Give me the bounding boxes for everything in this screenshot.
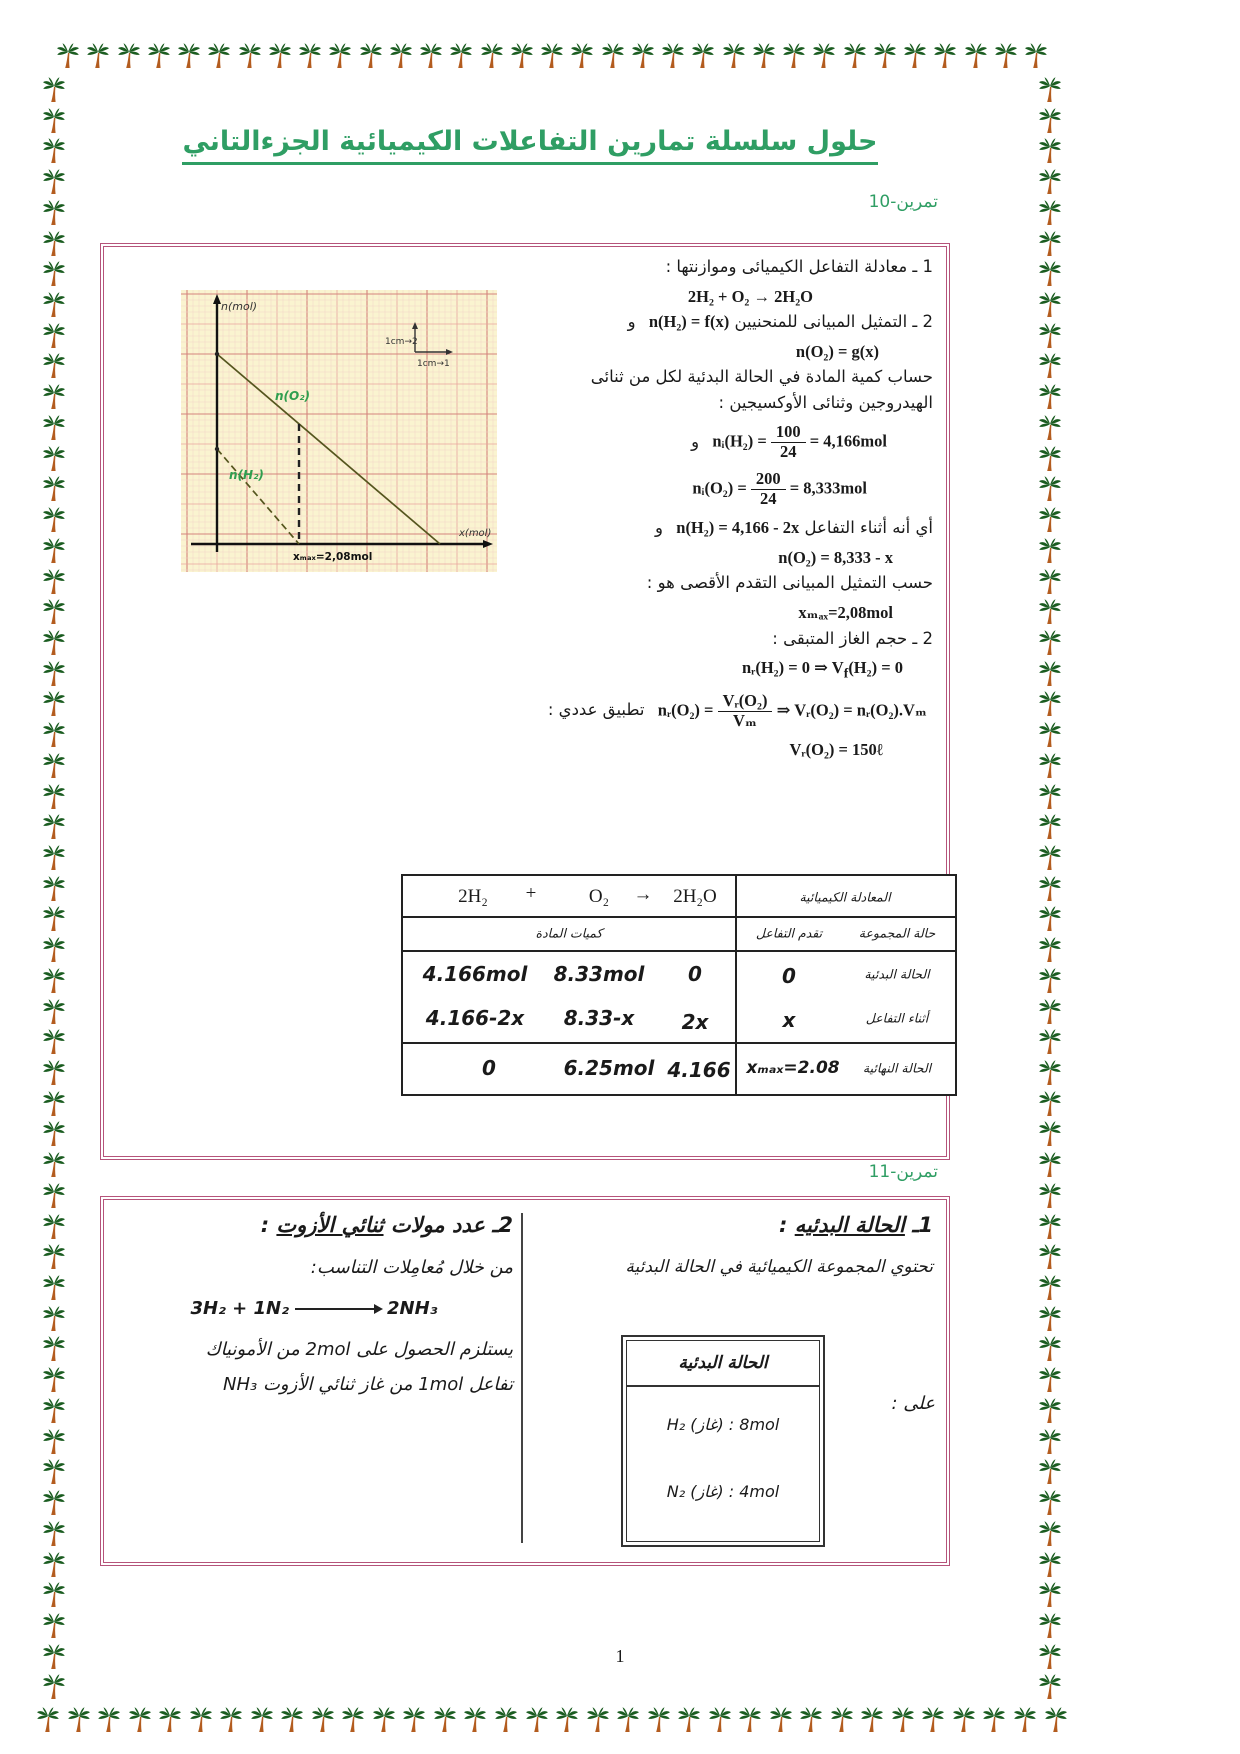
xmax-value: xₘₐₓ=2,08mol	[798, 602, 893, 622]
palm-tree-icon	[268, 42, 292, 70]
palm-tree-icon	[1038, 875, 1062, 903]
palm-tree-icon	[510, 42, 534, 70]
palm-tree-icon	[691, 42, 715, 70]
palm-tree-icon	[1038, 629, 1062, 657]
palm-tree-icon	[891, 1706, 915, 1734]
palm-tree-icon	[42, 1520, 66, 1548]
palm-tree-icon	[147, 42, 171, 70]
palm-tree-icon	[1038, 967, 1062, 995]
palm-tree-icon	[42, 1458, 66, 1486]
palm-tree-icon	[1038, 1551, 1062, 1579]
palm-tree-icon	[42, 230, 66, 258]
palm-tree-icon	[372, 1706, 396, 1734]
initial-state-table	[621, 1335, 825, 1547]
n2-amount-row: N₂ (غاز) : 4mol	[666, 1482, 780, 1501]
palm-tree-icon	[42, 445, 66, 473]
palm-tree-icon	[1038, 598, 1062, 626]
palm-tree-icon	[42, 168, 66, 196]
o2-curve-label: n(O₂)	[275, 389, 310, 403]
palm-tree-icon	[42, 936, 66, 964]
palm-tree-icon	[117, 42, 141, 70]
initial-state-section	[531, 1213, 933, 1277]
section-heading: 2ـ عدد مولات ثنائي الأزوت :	[260, 1213, 513, 1237]
palm-tree-icon	[1038, 1213, 1062, 1241]
cell-progress: xₘₐₓ=2.08	[746, 1058, 840, 1078]
equation-column-header: المعادلة الكيميائية	[799, 889, 891, 905]
palm-tree-icon	[128, 1706, 152, 1734]
palm-tree-icon	[1038, 1581, 1062, 1609]
palm-tree-icon	[42, 322, 66, 350]
graph-paper-background	[181, 290, 497, 572]
palm-tree-icon	[97, 1706, 121, 1734]
palm-tree-icon	[752, 42, 776, 70]
palm-tree-icon	[1038, 506, 1062, 534]
table-group-divider	[735, 876, 737, 1094]
y-axis-label: n(mol)	[221, 300, 258, 313]
palm-tree-icon	[42, 1673, 66, 1701]
cell-n-h2: 4.166mol	[422, 962, 528, 986]
nitrogen-moles-section	[115, 1213, 513, 1395]
solution-line: حسب التمثيل المبيانى التقدم الأقصى هو :	[646, 573, 933, 593]
palm-tree-icon	[647, 1706, 671, 1734]
palm-tree-icon	[463, 1706, 487, 1734]
palm-tree-icon	[1038, 107, 1062, 135]
palm-tree-icon	[616, 1706, 640, 1734]
palm-tree-icon	[56, 42, 80, 70]
palm-tree-icon	[402, 1706, 426, 1734]
eq-species: 2H₂O	[673, 886, 717, 907]
palm-tree-icon	[661, 42, 685, 70]
palm-tree-icon	[1038, 291, 1062, 319]
palm-tree-icon	[250, 1706, 274, 1734]
palm-tree-icon	[982, 1706, 1006, 1734]
page-number: 1	[615, 1646, 625, 1666]
palm-tree-icon	[1044, 1706, 1068, 1734]
palm-tree-icon	[158, 1706, 182, 1734]
section-text: على :	[891, 1393, 935, 1414]
palm-tree-icon	[1038, 1335, 1062, 1363]
palm-tree-icon	[1038, 998, 1062, 1026]
palm-tree-icon	[42, 1213, 66, 1241]
balanced-equation: 2H₂ + O₂ → 2H₂O	[687, 286, 813, 306]
palm-tree-icon	[42, 475, 66, 503]
palm-tree-icon	[903, 42, 927, 70]
palm-tree-icon	[921, 1706, 945, 1734]
palm-tree-icon	[42, 598, 66, 626]
palm-tree-icon	[42, 998, 66, 1026]
palm-tree-icon	[42, 1489, 66, 1517]
palm-tree-icon	[359, 42, 383, 70]
palm-tree-icon	[586, 1706, 610, 1734]
ni-h2-equation: nᵢ(H₂) = $\frac{100}{24}$ = 4,166mol و	[691, 422, 887, 462]
solution-line: الهيدروجين وثنائى الأوكسيجين :	[718, 392, 933, 412]
palm-tree-icon	[36, 1706, 60, 1734]
palm-tree-icon	[570, 42, 594, 70]
palm-tree-icon	[42, 291, 66, 319]
exercise-10-box	[100, 243, 950, 1160]
o2-start-point	[215, 352, 219, 356]
palm-tree-icon	[873, 42, 897, 70]
palm-tree-icon	[722, 42, 746, 70]
section-text: يستلزم الحصول على 2mol من الأمونياك	[205, 1339, 513, 1360]
legend-horizontal-scale: 1cm→1	[417, 359, 450, 369]
graph-svg	[179, 286, 499, 578]
h2-function: n(H₂) = f(x)	[648, 312, 730, 332]
palm-tree-icon	[1013, 1706, 1037, 1734]
h2-during-reaction: n(H₂) = 4,166 - 2x	[676, 518, 800, 538]
h2-amount-row: H₂ (غاز) : 8mol	[666, 1415, 780, 1434]
palm-tree-icon	[42, 1059, 66, 1087]
palm-tree-icon	[1038, 1458, 1062, 1486]
o2-function: n(O₂) = g(x)	[795, 341, 879, 361]
cell-n-o2: 8.33mol	[553, 962, 645, 986]
cell-state: أثناء التفاعل	[865, 1010, 929, 1026]
palm-tree-icon	[494, 1706, 518, 1734]
palm-border-left	[42, 76, 68, 1702]
palm-tree-icon	[631, 42, 655, 70]
palm-tree-icon	[1038, 168, 1062, 196]
palm-tree-icon	[42, 1182, 66, 1210]
arrow-sign: →	[633, 884, 653, 905]
palm-tree-icon	[1038, 322, 1062, 350]
palm-tree-icon	[42, 1243, 66, 1271]
palm-tree-icon	[42, 1643, 66, 1671]
palm-tree-icon	[42, 1428, 66, 1456]
palm-tree-icon	[525, 1706, 549, 1734]
eq-species: O₂	[588, 886, 610, 907]
palm-tree-icon	[952, 1706, 976, 1734]
palm-tree-icon	[1038, 1612, 1062, 1640]
palm-tree-icon	[42, 752, 66, 780]
palm-tree-icon	[1038, 568, 1062, 596]
palm-tree-icon	[42, 660, 66, 688]
palm-tree-icon	[42, 414, 66, 442]
palm-tree-icon	[1038, 844, 1062, 872]
table-rule	[403, 1042, 955, 1044]
numeric-application-label: تطبيق عددي :	[547, 699, 645, 719]
page-title: حلول سلسلة تمارين التفاعلات الكيميائية الجزءالتاني	[150, 126, 910, 157]
o2-during-reaction: n(O₂) = 8,333 - x	[778, 547, 893, 567]
palm-tree-icon	[1038, 1028, 1062, 1056]
palm-tree-icon	[389, 42, 413, 70]
palm-tree-icon	[42, 1120, 66, 1148]
palm-tree-icon	[42, 352, 66, 380]
palm-tree-icon	[219, 1706, 243, 1734]
palm-tree-icon	[42, 1366, 66, 1394]
cell-state: الحالة البدئية	[864, 966, 930, 982]
palm-tree-icon	[1038, 1243, 1062, 1271]
palm-tree-icon	[555, 1706, 579, 1734]
cell-progress: 0	[782, 964, 796, 988]
palm-tree-icon	[1038, 752, 1062, 780]
palm-tree-icon	[1038, 1151, 1062, 1179]
palm-tree-icon	[433, 1706, 457, 1734]
palm-tree-icon	[738, 1706, 762, 1734]
palm-tree-icon	[42, 1305, 66, 1333]
progress-table	[401, 874, 957, 1096]
palm-tree-icon	[42, 690, 66, 718]
palm-tree-icon	[540, 42, 564, 70]
palm-tree-icon	[42, 967, 66, 995]
section-text: من خلال مُعامِلات التناسب:	[310, 1257, 513, 1278]
palm-tree-icon	[42, 721, 66, 749]
solution-line: حساب كمية المادة في الحالة البدئية لكل من ثنائى	[590, 367, 933, 387]
palm-tree-icon	[449, 42, 473, 70]
palm-tree-icon	[1038, 1274, 1062, 1302]
palm-border-bottom	[36, 1706, 1068, 1736]
cell-n-h2o: 2x	[681, 1010, 709, 1034]
palm-tree-icon	[42, 844, 66, 872]
cell-n-h2: 0	[482, 1056, 496, 1080]
palm-tree-icon	[964, 42, 988, 70]
palm-tree-icon	[830, 1706, 854, 1734]
h2-start-point	[215, 447, 219, 451]
palm-border-top	[56, 42, 1048, 72]
palm-tree-icon	[42, 107, 66, 135]
palm-tree-icon	[42, 1090, 66, 1118]
palm-tree-icon	[42, 1028, 66, 1056]
solution-line: أي أنه أثناء التفاعل n(H₂) = 4,166 - 2x و	[481, 515, 933, 541]
palm-tree-icon	[42, 568, 66, 596]
cell-n-h2o: 4.166	[667, 1058, 731, 1082]
xmax-annotation: xₘₐₓ=2,08mol	[293, 551, 373, 563]
palm-tree-icon	[860, 1706, 884, 1734]
palm-tree-icon	[42, 1581, 66, 1609]
palm-tree-icon	[42, 1397, 66, 1425]
palm-tree-icon	[769, 1706, 793, 1734]
palm-tree-icon	[42, 813, 66, 841]
o2-volume-equation: nᵣ(O₂) = $\frac{\text{Vᵣ(O₂)}}{\text{Vₘ}}$ ⇒ Vᵣ(O₂) = nᵣ(O₂).Vₘ تطبيق عددي :	[547, 690, 927, 730]
palm-tree-icon	[1038, 1059, 1062, 1087]
cell-n-o2: 8.33-x	[563, 1006, 635, 1030]
palm-tree-icon	[341, 1706, 365, 1734]
quantities-header: كميات المادة	[535, 925, 603, 941]
palm-tree-icon	[994, 42, 1018, 70]
palm-tree-icon	[238, 42, 262, 70]
section-heading: 1ـ الحالة البدئيه :	[778, 1213, 933, 1237]
palm-tree-icon	[1038, 230, 1062, 258]
palm-tree-icon	[42, 1551, 66, 1579]
palm-tree-icon	[1038, 445, 1062, 473]
palm-tree-icon	[1038, 414, 1062, 442]
cell-n-h2o: 0	[688, 962, 702, 986]
palm-tree-icon	[42, 260, 66, 288]
palm-tree-icon	[1038, 1366, 1062, 1394]
palm-tree-icon	[1038, 936, 1062, 964]
h2-remaining-volume: nᵣ(H₂) = 0 ⇒ $V_f(H_2) = 0$	[741, 658, 903, 681]
palm-tree-icon	[177, 42, 201, 70]
palm-tree-icon	[708, 1706, 732, 1734]
palm-tree-icon	[843, 42, 867, 70]
palm-tree-icon	[42, 1274, 66, 1302]
palm-tree-icon	[1038, 905, 1062, 933]
palm-tree-icon	[480, 42, 504, 70]
ammonia-equation: 3H₂ + 1N₂ 2NH₃	[190, 1298, 438, 1319]
palm-tree-icon	[1038, 660, 1062, 688]
exercise-11-box	[100, 1196, 950, 1566]
palm-tree-icon	[1038, 1428, 1062, 1456]
palm-tree-icon	[67, 1706, 91, 1734]
palm-tree-icon	[782, 42, 806, 70]
palm-tree-icon	[1038, 813, 1062, 841]
palm-tree-icon	[419, 42, 443, 70]
palm-tree-icon	[42, 383, 66, 411]
table-rule	[403, 950, 955, 952]
palm-tree-icon	[1038, 690, 1062, 718]
palm-tree-icon	[207, 42, 231, 70]
palm-tree-icon	[42, 875, 66, 903]
palm-tree-icon	[677, 1706, 701, 1734]
palm-tree-icon	[1038, 1520, 1062, 1548]
palm-tree-icon	[42, 629, 66, 657]
palm-tree-icon	[42, 1335, 66, 1363]
palm-tree-icon	[1038, 76, 1062, 104]
palm-tree-icon	[1038, 783, 1062, 811]
ni-o2-equation: nᵢ(O₂) = $\frac{200}{24}$ = 8,333mol	[692, 469, 867, 509]
palm-border-right	[1038, 76, 1064, 1702]
legend-vertical-scale: 1cm→2	[385, 337, 418, 347]
palm-tree-icon	[601, 42, 625, 70]
palm-tree-icon	[1038, 1120, 1062, 1148]
cell-n-o2: 6.25mol	[563, 1056, 655, 1080]
cell-progress: x	[782, 1008, 796, 1032]
palm-tree-icon	[1038, 1643, 1062, 1671]
palm-tree-icon	[1038, 199, 1062, 227]
palm-tree-icon	[1038, 1673, 1062, 1701]
palm-tree-icon	[933, 42, 957, 70]
palm-tree-icon	[189, 1706, 213, 1734]
table-header: الحالة البدئية	[627, 1341, 819, 1387]
section-text: تفاعل 1mol من غاز ثنائي الأزوت NH₃	[223, 1374, 513, 1395]
section-text: تحتوي المجموعة الكيميائية في الحالة البدئية	[625, 1257, 933, 1277]
palm-tree-icon	[42, 506, 66, 534]
palm-tree-icon	[86, 42, 110, 70]
cell-state: الحالة النهائية	[862, 1060, 932, 1076]
palm-tree-icon	[1038, 1305, 1062, 1333]
table-rule	[403, 916, 955, 918]
o2-volume-result: Vᵣ(O₂) = 150ℓ	[789, 739, 883, 759]
palm-tree-icon	[311, 1706, 335, 1734]
eq-species: 2H₂	[458, 886, 488, 907]
solution-line: 2 ـ التمثيل المبيانى للمنحنيين n(H₂) = f(x) و	[481, 309, 933, 335]
palm-tree-icon	[812, 42, 836, 70]
table-inner-border	[626, 1340, 820, 1542]
palm-tree-icon	[1038, 475, 1062, 503]
handwritten-column-divider	[521, 1213, 523, 1543]
palm-tree-icon	[1038, 1182, 1062, 1210]
palm-tree-icon	[42, 137, 66, 165]
exercise-11-label: تمرين-11	[868, 1162, 938, 1182]
palm-tree-icon	[328, 42, 352, 70]
palm-tree-icon	[42, 537, 66, 565]
moles-vs-progress-graph	[179, 286, 499, 578]
palm-tree-icon	[42, 76, 66, 104]
palm-tree-icon	[42, 1151, 66, 1179]
h2-curve-label: n(H₂)	[229, 468, 264, 482]
palm-tree-icon	[42, 905, 66, 933]
palm-tree-icon	[1038, 1489, 1062, 1517]
palm-tree-icon	[1038, 1397, 1062, 1425]
palm-tree-icon	[1038, 537, 1062, 565]
solution-line: 1 ـ معادلة التفاعل الكيميائى وموازنتها :	[665, 257, 933, 276]
palm-tree-icon	[298, 42, 322, 70]
palm-tree-icon	[1038, 352, 1062, 380]
palm-tree-icon	[1024, 42, 1048, 70]
palm-tree-icon	[42, 199, 66, 227]
palm-tree-icon	[42, 1612, 66, 1640]
palm-tree-icon	[1038, 1090, 1062, 1118]
x-axis-label: x(mol)	[459, 528, 492, 539]
plus-sign: +	[525, 883, 537, 904]
palm-tree-icon	[42, 783, 66, 811]
solution-text-column	[481, 254, 933, 762]
solution-line: 2 ـ حجم الغاز المتبقى :	[772, 628, 933, 648]
state-header: حالة المجموعة	[858, 925, 936, 941]
cell-n-h2: 4.166-2x	[425, 1006, 525, 1030]
palm-tree-icon	[280, 1706, 304, 1734]
palm-tree-icon	[1038, 383, 1062, 411]
palm-tree-icon	[1038, 137, 1062, 165]
palm-tree-icon	[799, 1706, 823, 1734]
palm-tree-icon	[1038, 721, 1062, 749]
exercise-10-label: تمرين-10	[868, 192, 938, 212]
reaction-arrow-icon	[295, 1308, 381, 1310]
progress-header: تقدم التفاعل	[755, 925, 823, 941]
palm-tree-icon	[1038, 260, 1062, 288]
